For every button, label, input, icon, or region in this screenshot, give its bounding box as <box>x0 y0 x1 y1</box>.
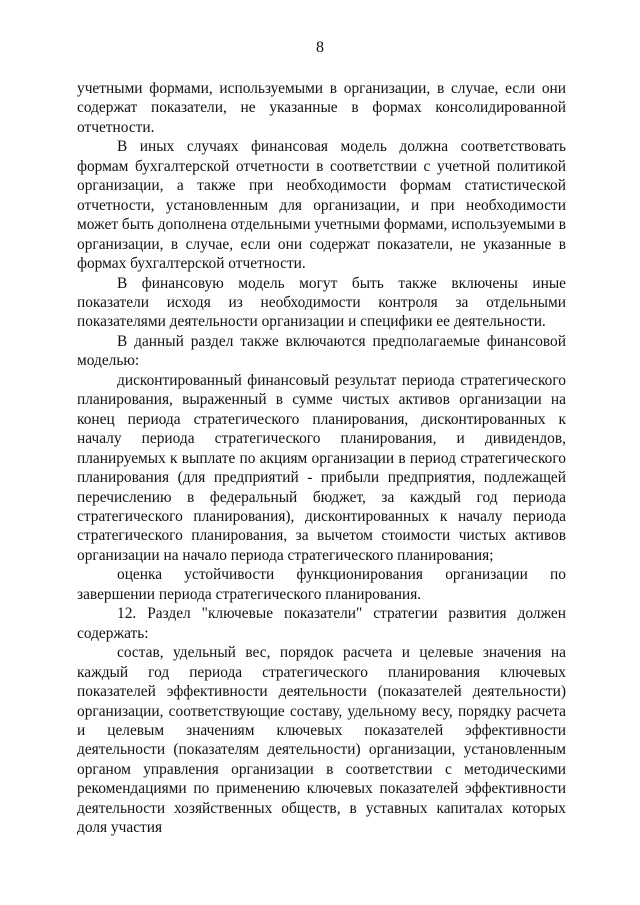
paragraph-financial-model-forms: В иных случаях финансовая модель должна соответствовать формам бухгалтерской отчетности в соответствии с учетной политикой организации, а также при необходимости формам статистической отчетности, установленным для организации, и при необходимости может быть дополнена отдельными учетными формами, используемыми в организации, в случае, если они содержат показатели, не указанные в формах бухгалтерской отчетности. <box>77 138 566 273</box>
document-body <box>77 79 566 838</box>
paragraph-discounted-result: дисконтированный финансовый результат периода стратегического планирования, выраженный в сумме чистых активов организации на конец периода стратегического планирования, дисконтированных к началу периода стратегического планирования, и дивидендов, планируемых к выплате по акциям организации в период стратегического планирования (для предприятий - прибыли предприятия, подлежащей перечислению в федеральный бюджет, за каждый год периода стратегического планирования), дисконтированных к началу периода стратегического планирования, за вычетом стоимости чистых активов организации на начало периода стратегического планирования; <box>77 371 566 564</box>
paragraph-section-includes: В данный раздел также включаются предполагаемые финансовой моделью: <box>77 332 566 370</box>
paragraph-additional-indicators: В финансовую модель могут быть также включены иные показатели исходя из необходимости контроля за отдельными показателями деятельности организации и специфики ее деятельности. <box>77 274 566 331</box>
paragraph-section-12-heading: 12. Раздел "ключевые показатели" стратегии развития должен содержать: <box>77 605 566 642</box>
paragraph-continuation: учетными формами, используемыми в организации, в случае, если они содержат показатели, не указанные в формах консолидированной отчетности. <box>77 80 566 136</box>
paragraph-key-indicators: состав, удельный вес, порядок расчета и целевые значения на каждый год периода стратегического планирования ключевых показателей эффективности деятельности (показателей деятельности) организации, соответствующие составу, удельному весу, порядку расчета и целевым значениям ключевых показателей эффективности деятельности (показателям деятельности) организации, установленным органом управления организации в соответствии с методическими рекомендациями по применению ключевых показателей эффективности деятельности хозяйственных обществ, в уставных капиталах которых доля участия <box>77 644 566 837</box>
page-number: 8 <box>316 39 324 56</box>
paragraph-sustainability-assessment: оценка устойчивости функционирования организации по завершении периода стратегического планирования. <box>77 566 566 603</box>
